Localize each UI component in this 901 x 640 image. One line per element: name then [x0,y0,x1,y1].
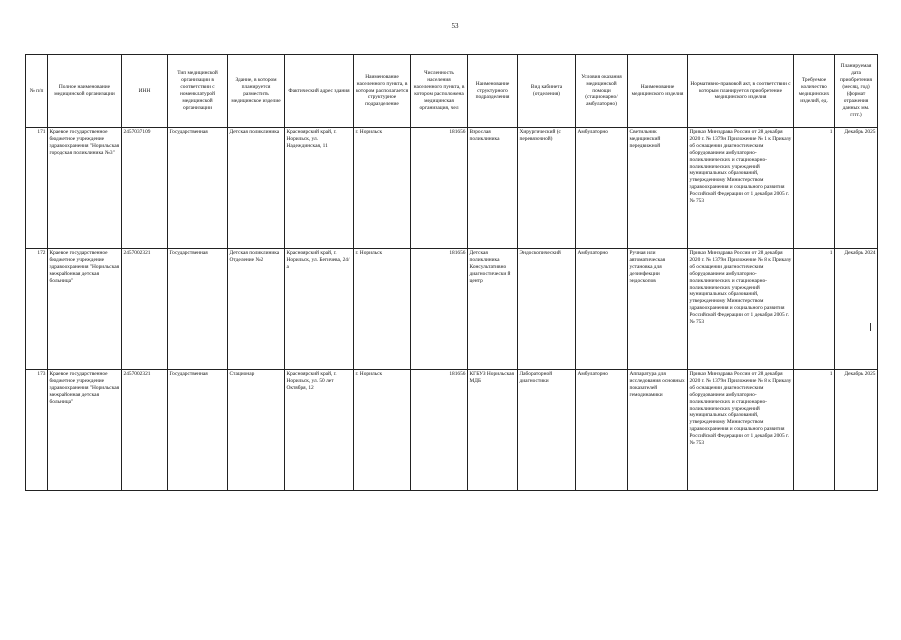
cell-address: Красноярский край, г. Норильск, ул. Бегичева, 24/а [285,249,354,370]
cell-conditions: Амбулаторно [576,128,628,249]
col-header-conditions: Условия оказания медицинской помощи (стационарно/амбулаторно) [576,55,628,128]
cell-unit: Детская поликлиника Консультативно диагностически й центр [468,249,518,370]
header-row [26,55,878,128]
col-header-quantity: Требуемое количество медицинских изделий, ед. [794,55,835,128]
cell-device: Ручная или автоматическая установка для дезинфекции эндоскопов [628,249,688,370]
cell-legal-act: Приказ Минздрава России от 28 декабря 2020 г. № 1379н Приложение № 8 к Приказу об оснащении диагностическим оборудованием амбулаторно-поликлинических и стационарно-поликлинических учреждений муниципальных образований, утвержденному Министерством здравоохранения и социального развития Российской Федерации от 1 декабря 2005 г. № 753 [688,370,794,491]
cell-population: 181656 [411,370,468,491]
cell-quantity: 1 [794,370,835,491]
cell-address: Красноярский край, г. Норильск, ул. 50 лет Октября, 12 [285,370,354,491]
cell-cabinet: Эндоскопический [518,249,576,370]
cell-building: Детская поликлиника Отделение №2 [228,249,285,370]
cell-conditions: Амбулаторно [576,370,628,491]
cell-number: 171 [26,128,48,249]
page-number: 53 [451,22,459,30]
table-row [26,249,878,370]
cell-org-type: Государственная [168,128,228,249]
cell-building: Детская поликлиника [228,128,285,249]
cell-locality: г. Норильск [354,128,411,249]
cell-quantity: 1 [794,128,835,249]
cell-org-type: Государственная [168,370,228,491]
col-header-cabinet: Вид кабинета (отделения) [518,55,576,128]
cell-locality: г. Норильск [354,249,411,370]
cell-inn: 2457037109 [122,128,168,249]
cell-quantity: 1 [794,249,835,370]
cell-cabinet: Хирургический (с перевязочной) [518,128,576,249]
cell-address: Красноярский край, г. Норильск, ул. Надеждинская, 11 [285,128,354,249]
cell-planned-date: Декабрь 2025 [835,128,878,249]
cell-conditions: Амбулаторно [576,249,628,370]
cell-building: Стационар [228,370,285,491]
col-header-population: Численность населения населенного пункта, в котором расположена медицинская организация, чел [411,55,468,128]
cell-planned-date: Декабрь 2024 [835,249,878,370]
table-row [26,128,878,249]
cell-number: 172 [26,249,48,370]
cell-unit: КГБУЗ Норильская МДБ [468,370,518,491]
cell-legal-act: Приказ Минздрава России от 28 декабря 2020 г. № 1379н Приложение № 8 к Приказу об оснащении диагностическим оборудованием амбулаторно-поликлинических и стационарно-поликлинических учреждений муниципальных образований, утвержденному Министерством здравоохранения и социального развития Российской Федерации от 1 декабря 2005 г. № 753 [688,249,794,370]
cell-org-type: Государственная [168,249,228,370]
cell-inn: 2457002321 [122,249,168,370]
col-header-unit: Наименование структурного подразделения [468,55,518,128]
cell-inn: 2457002321 [122,370,168,491]
cell-population: 181656 [411,128,468,249]
col-header-org-name: Полное наименование медицинской организации [48,55,122,128]
col-header-number: № п/п [26,55,48,128]
col-header-org-type: Тип медицинской организации в соответствии с номенклатурой медицинской организации [168,55,228,128]
col-header-inn: ИНН [122,55,168,128]
cell-population: 181656 [411,249,468,370]
scan-mark [870,323,871,331]
cell-device: Аппаратура для исследования основных показателей гемодинамики [628,370,688,491]
cell-locality: г. Норильск [354,370,411,491]
cell-org-name: Краевое государственное бюджетное учреждение здравоохранения "Норильская городская поликлиника №3" [48,128,122,249]
col-header-locality: Наименование населенного пункта, в котором располагается структурное подразделение [354,55,411,128]
col-header-building: Здание, в котором планируется разместить медицинское изделие [228,55,285,128]
table-row [26,370,878,491]
cell-planned-date: Декабрь 2025 [835,370,878,491]
cell-unit: Взрослая поликлиника [468,128,518,249]
cell-org-name: Краевое государственное бюджетное учреждение здравоохранения "Норильская межрайонная детская больница" [48,249,122,370]
equipment-registry-table [25,54,878,491]
col-header-device: Наименование медицинского изделия [628,55,688,128]
cell-number: 173 [26,370,48,491]
cell-cabinet: Лабораторной диагностики [518,370,576,491]
col-header-legal-act: Нормативно-правовой акт, в соответствии с которым планируется приобретение медицинского изделия [688,55,794,128]
cell-legal-act: Приказ Минздрава России от 28 декабря 2020 г. № 1379н Приложение № 1 к Приказу об оснащении диагностическим оборудованием амбулаторно-поликлинических и стационарно-поликлинических учреждений муниципальных образований, утвержденному Министерством здравоохранения и социального развития Российской Федерации от 1 декабря 2005 г. № 753 [688,128,794,249]
col-header-address: Фактический адрес здания [285,55,354,128]
cell-org-name: Краевое государственное бюджетное учреждение здравоохранения "Норильская межрайонная детская больница" [48,370,122,491]
cell-device: Светильник медицинский передвижной [628,128,688,249]
col-header-planned-date: Планируемая дата приобретения (месяц, год) (формат отражения данных мм. гггг.) [835,55,878,128]
